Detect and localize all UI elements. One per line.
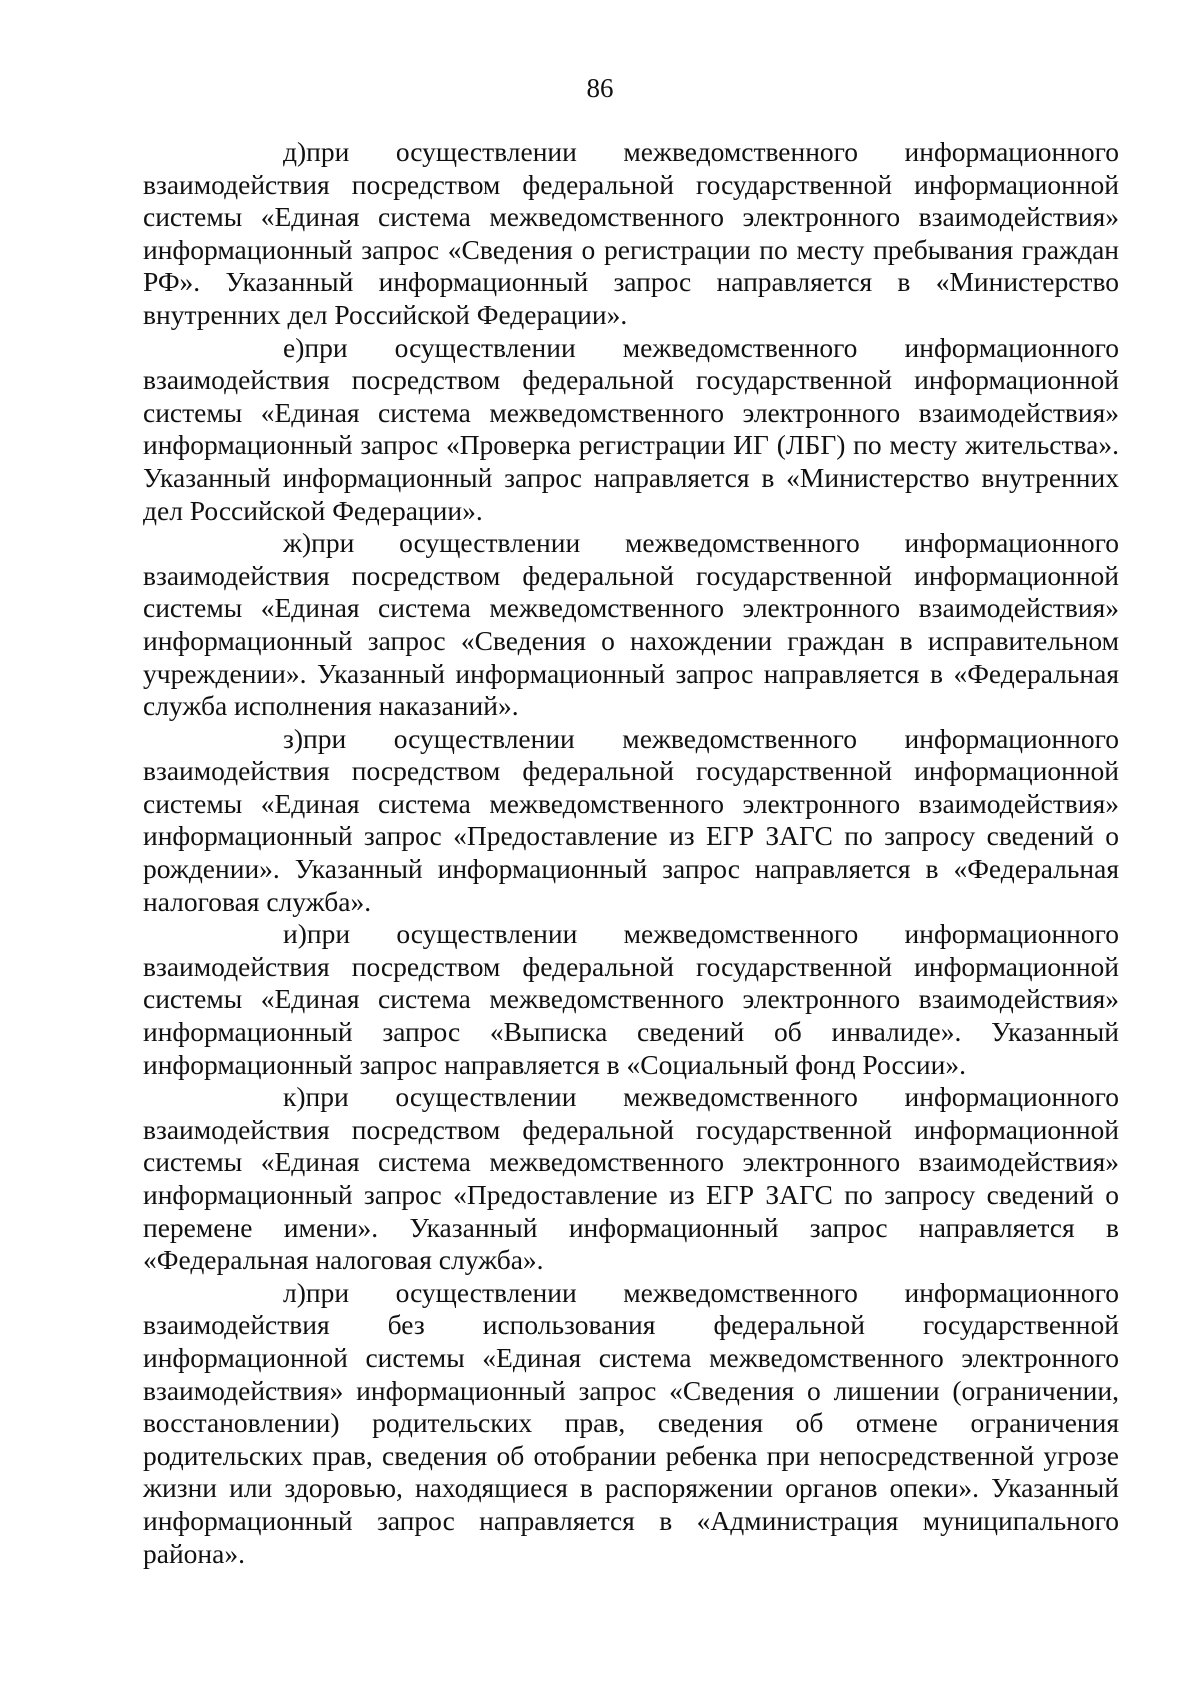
document-body [143, 136, 1119, 1570]
item-text: при осуществлении межведомственного информационного взаимодействия посредством федеральной государственной информационной системы «Единая система межведомственного электронного взаимодействия» информационный запрос «Выписка сведений об инвалиде». Указанный информационный запрос направляется в «Социальный фонд России». [143, 918, 1119, 1080]
item-marker: к) [283, 1081, 306, 1113]
item-marker: и) [283, 918, 307, 950]
list-item-l [143, 1277, 1119, 1570]
item-marker: д) [283, 136, 307, 167]
item-text: при осуществлении межведомственного информационного взаимодействия посредством федеральной государственной информационной системы «Единая система межведомственного электронного взаимодействия» информационный запрос «Предоставление из ЕГР ЗАГС по запросу сведений о перемене имени». Указанный информационный запрос направляется в «Федеральная налоговая служба». [143, 1081, 1119, 1276]
item-text: при осуществлении межведомственного информационного взаимодействия без использования федеральной государственной информационной системы «Единая система межведомственного электронного взаимодействия» информационный запрос «Сведения о лишении (ограничении, восстановлении) родительских прав, сведения об отмене ограничения родительских прав, сведения об отобрании ребенка при непосредственной угрозе жизни или здоровью, находящиеся в распоряжении органов опеки». Указанный информационный запрос направляется в «Администрация муниципального района». [143, 1276, 1119, 1569]
list-item-i [143, 918, 1119, 1081]
item-marker: е) [283, 331, 305, 363]
item-marker: з) [283, 722, 304, 754]
item-marker: л) [283, 1276, 306, 1308]
item-text: при осуществлении межведомственного информационного взаимодействия посредством федеральной государственной информационной системы «Единая система межведомственного электронного взаимодействия» информационный запрос «Сведения о нахождении граждан в исправительном учреждении». Указанный информационный запрос направляется в «Федеральная служба исполнения наказаний». [143, 527, 1119, 722]
item-text: при осуществлении межведомственного информационного взаимодействия посредством федеральной государственной информационной системы «Единая система межведомственного электронного взаимодействия» информационный запрос «Сведения о регистрации по месту пребывания граждан РФ». Указанный информационный запрос направляется в «Министерство внутренних дел Российской Федерации». [143, 136, 1119, 330]
list-item-k [143, 1081, 1119, 1277]
item-text: при осуществлении межведомственного информационного взаимодействия посредством федеральной государственной информационной системы «Единая система межведомственного электронного взаимодействия» информационный запрос «Предоставление из ЕГР ЗАГС по запросу сведений о рождении». Указанный информационный запрос направляется в «Федеральная налоговая служба». [143, 722, 1119, 917]
page-number: 86 [586, 73, 614, 103]
list-item-z [143, 723, 1119, 919]
list-item-e [143, 332, 1119, 528]
list-item-zh [143, 527, 1119, 723]
item-text: при осуществлении межведомственного информационного взаимодействия посредством федеральной государственной информационной системы «Единая система межведомственного электронного взаимодействия» информационный запрос «Проверка регистрации ИГ (ЛБГ) по месту жительства». Указанный информационный запрос направляется в «Министерство внутренних дел Российской Федерации». [143, 331, 1119, 526]
item-marker: ж) [283, 527, 312, 559]
list-item-d [143, 136, 1119, 332]
